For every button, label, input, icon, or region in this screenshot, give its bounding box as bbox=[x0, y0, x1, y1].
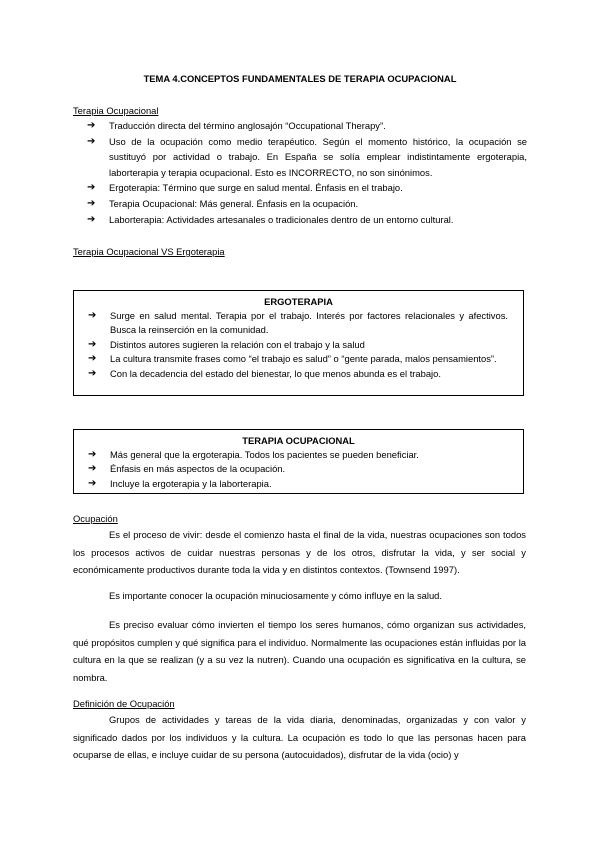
list-item: ➔ La cultura transmite frases como “el trabajo es salud” o “gente parada, malos pensamientos”. bbox=[88, 352, 508, 366]
arrow-icon: ➔ bbox=[88, 310, 97, 321]
list-item: ➔ Distintos autores sugieren la relación con el trabajo y la salud bbox=[88, 338, 508, 352]
arrow-icon: ➔ bbox=[88, 477, 97, 489]
definicion-paragraph-1: Grupos de actividades y tareas de la vida diaria, denominadas, organizadas y con valor y significado dados por los individuos y la cultura. La ocupación es todo lo que las personas hacen para ocuparse de ellas, e incluye cuidar de su persona (autocuidados), disfrutar de la vida (ocio) y bbox=[73, 714, 526, 760]
section-heading-to-vs-ergoterapia: Terapia Ocupacional VS Ergoterapia bbox=[73, 246, 225, 257]
list-item: ➔ Surge en salud mental. Terapia por el trabajo. Interés por factores relacionales y afectivos. Busca la reinserción en la comunidad. bbox=[88, 310, 508, 336]
ergoterapia-box-title: ERGOTERAPIA bbox=[264, 296, 333, 307]
section-heading-terapia-ocupacional: Terapia Ocupacional bbox=[73, 105, 159, 116]
list-item: ➔ Énfasis en más aspectos de la ocupación. bbox=[88, 462, 508, 476]
list-item: ➔ Con la decadencia del estado del bienestar, lo que menos abunda es el trabajo. bbox=[88, 367, 508, 381]
page-title: TEMA 4.CONCEPTOS FUNDAMENTALES DE TERAPIA OCUPACIONAL bbox=[143, 73, 457, 84]
ocupacion-paragraph-2: Es importante conocer la ocupación minuciosamente y cómo influye en la salud. bbox=[109, 590, 442, 601]
terapia-ocupacional-box-title: TERAPIA OCUPACIONAL bbox=[242, 435, 355, 446]
arrow-icon: ➔ bbox=[88, 338, 97, 350]
arrow-icon: ➔ bbox=[88, 353, 97, 365]
ergoterapia-list bbox=[88, 309, 508, 381]
list-item: ➔ Incluye la ergoterapia y la laborterapia. bbox=[88, 477, 508, 491]
terapia-ocupacional-list bbox=[87, 118, 527, 227]
arrow-icon: ➔ bbox=[88, 463, 97, 475]
ergoterapia-box bbox=[73, 290, 524, 396]
arrow-icon: ➔ bbox=[87, 135, 96, 147]
ocupacion-paragraph-3: Es preciso evaluar cómo invierten el tiempo los seres humanos, cómo organizan sus actividades, qué propósitos cumplen y qué significa para el individuo. Normalmente las ocupaciones están influidas por la cultura en la que se realizan (y a su vez la nutren). Cuando una ocupación es significativa en la cultura, se nombra. bbox=[73, 619, 526, 683]
section-heading-ocupacion: Ocupación bbox=[73, 513, 118, 524]
terapia-ocupacional-box-list bbox=[88, 448, 508, 491]
list-item: ➔ Terapia Ocupacional: Más general. Énfasis en la ocupación. bbox=[87, 196, 527, 212]
list-item: ➔ Traducción directa del término anglosajón “Occupational Therapy”. bbox=[87, 118, 527, 134]
arrow-icon: ➔ bbox=[87, 120, 96, 131]
ocupacion-paragraph-1: Es el proceso de vivir: desde el comienzo hasta el final de la vida, nuestras ocupaciones son todos los procesos activos de cuidar nuestras personas y de los otros, disfrutar la vida, y ser social y económicamente productivos durante toda la vida y en distintos contextos. (Townsend 1997). bbox=[73, 529, 526, 575]
list-item: ➔ Uso de la ocupación como medio terapéutico. Según el momento histórico, la ocupación se sustituyó por actividad o trabajo. En España se solía emplear indistintamente ergoterapia, laborterapia y terapia ocupacional. Esto es INCORRECTO, no son sinónimos. bbox=[87, 135, 527, 178]
terapia-ocupacional-box bbox=[73, 429, 524, 494]
arrow-icon: ➔ bbox=[87, 197, 96, 209]
list-item: ➔ Laborterapia: Actividades artesanales o tradicionales dentro de un entorno cultural. bbox=[87, 212, 527, 228]
list-item: ➔ Más general que la ergoterapia. Todos los pacientes se pueden beneficiar. bbox=[88, 448, 508, 462]
arrow-icon: ➔ bbox=[88, 449, 97, 460]
arrow-icon: ➔ bbox=[87, 213, 96, 225]
section-heading-definicion-ocupacion: Definición de Ocupación bbox=[73, 698, 175, 709]
arrow-icon: ➔ bbox=[88, 367, 97, 379]
arrow-icon: ➔ bbox=[87, 182, 96, 194]
list-item: ➔ Ergoterapia: Término que surge en salud mental. Énfasis en el trabajo. bbox=[87, 180, 527, 196]
